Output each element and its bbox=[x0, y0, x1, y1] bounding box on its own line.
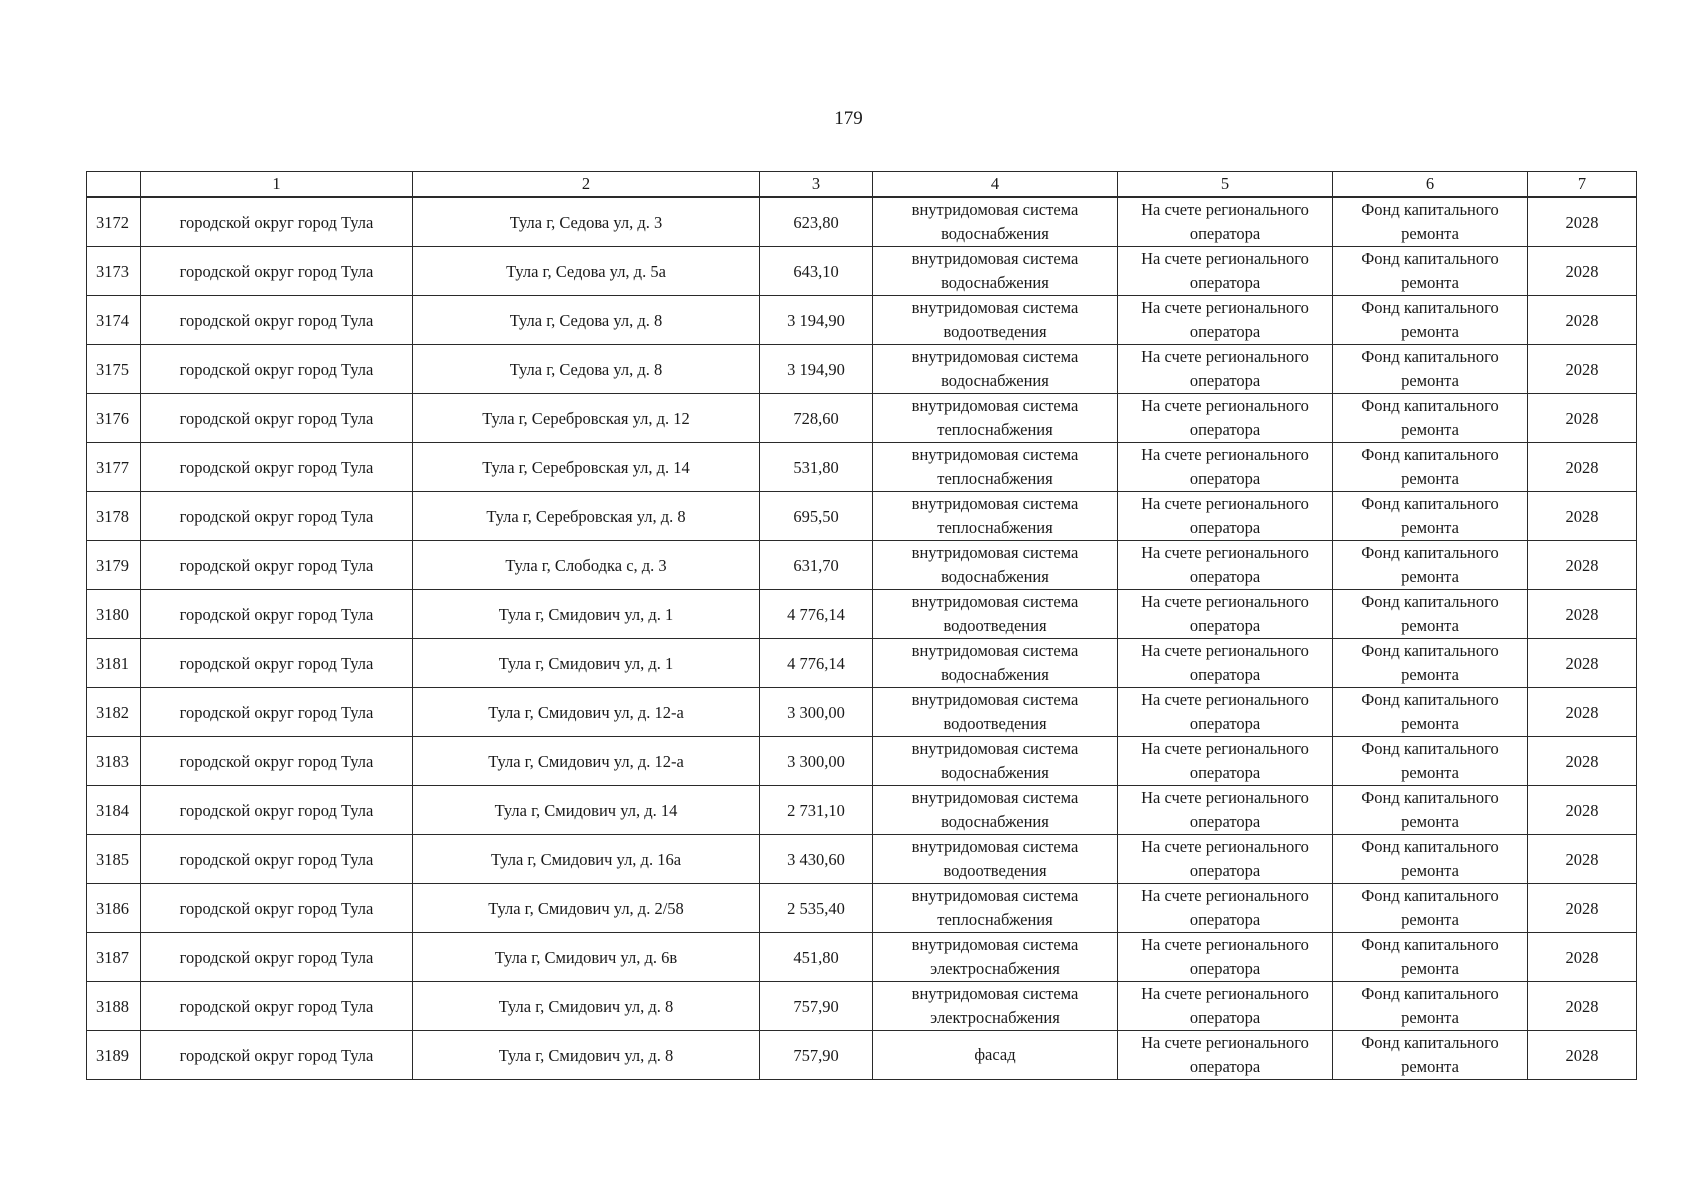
row-number: 3172 bbox=[87, 197, 141, 247]
address-cell: Тула г, Смидович ул, д. 8 bbox=[413, 1031, 760, 1080]
address-cell: Тула г, Смидович ул, д. 8 bbox=[413, 982, 760, 1031]
area-cell: 2 731,10 bbox=[760, 786, 873, 835]
municipality-cell: городской округ город Тула bbox=[141, 492, 413, 541]
system-line-1: внутридомовая система bbox=[911, 641, 1079, 660]
system-cell bbox=[873, 835, 1118, 884]
fund-cell bbox=[1118, 982, 1333, 1031]
year-cell: 2028 bbox=[1528, 296, 1637, 345]
source-cell bbox=[1333, 394, 1528, 443]
table-row bbox=[87, 197, 1637, 247]
area-cell: 3 194,90 bbox=[760, 296, 873, 345]
address-cell: Тула г, Смидович ул, д. 12-а bbox=[413, 737, 760, 786]
row-number: 3180 bbox=[87, 590, 141, 639]
source-line-2: ремонта bbox=[1401, 616, 1459, 635]
year-cell: 2028 bbox=[1528, 835, 1637, 884]
source-line-1: Фонд капитального bbox=[1361, 886, 1499, 905]
source-cell bbox=[1333, 296, 1528, 345]
fund-line-2: оператора bbox=[1189, 812, 1261, 831]
fund-line-1: На счете регионального bbox=[1141, 739, 1309, 758]
system-line-2: теплоснабжения bbox=[937, 518, 1053, 537]
fund-line-1: На счете регионального bbox=[1141, 494, 1309, 513]
fund-line-2: оператора bbox=[1189, 420, 1261, 439]
table-row bbox=[87, 345, 1637, 394]
fund-line-1: На счете регионального bbox=[1141, 788, 1309, 807]
fund-line-2: оператора bbox=[1189, 371, 1261, 390]
source-line-2: ремонта bbox=[1401, 714, 1459, 733]
row-number: 3183 bbox=[87, 737, 141, 786]
table-row bbox=[87, 1031, 1637, 1080]
fund-cell bbox=[1118, 688, 1333, 737]
address-cell: Тула г, Седова ул, д. 5а bbox=[413, 247, 760, 296]
table-row bbox=[87, 786, 1637, 835]
fund-line-1: На счете регионального bbox=[1141, 592, 1309, 611]
municipality-cell: городской округ город Тула bbox=[141, 835, 413, 884]
source-line-1: Фонд капитального bbox=[1361, 788, 1499, 807]
municipality-cell: городской округ город Тула bbox=[141, 247, 413, 296]
source-line-2: ремонта bbox=[1401, 910, 1459, 929]
row-number: 3187 bbox=[87, 933, 141, 982]
area-cell: 728,60 bbox=[760, 394, 873, 443]
source-line-1: Фонд капитального bbox=[1361, 739, 1499, 758]
table-row bbox=[87, 443, 1637, 492]
fund-line-2: оператора bbox=[1189, 224, 1261, 243]
row-number: 3173 bbox=[87, 247, 141, 296]
address-cell: Тула г, Смидович ул, д. 1 bbox=[413, 639, 760, 688]
fund-line-1: На счете регионального bbox=[1141, 200, 1309, 219]
municipality-cell: городской округ город Тула bbox=[141, 933, 413, 982]
fund-line-2: оператора bbox=[1189, 910, 1261, 929]
area-cell: 3 194,90 bbox=[760, 345, 873, 394]
address-cell: Тула г, Серебровская ул, д. 8 bbox=[413, 492, 760, 541]
system-line-2: водоснабжения bbox=[941, 763, 1049, 782]
source-line-1: Фонд капитального bbox=[1361, 984, 1499, 1003]
address-cell: Тула г, Смидович ул, д. 6в bbox=[413, 933, 760, 982]
source-line-1: Фонд капитального bbox=[1361, 837, 1499, 856]
row-number: 3181 bbox=[87, 639, 141, 688]
header-cell: 5 bbox=[1118, 172, 1333, 198]
system-cell bbox=[873, 884, 1118, 933]
year-cell: 2028 bbox=[1528, 688, 1637, 737]
system-line-1: внутридомовая система bbox=[911, 739, 1079, 758]
system-line-1: фасад bbox=[974, 1045, 1016, 1064]
fund-cell bbox=[1118, 933, 1333, 982]
row-number: 3186 bbox=[87, 884, 141, 933]
system-cell bbox=[873, 590, 1118, 639]
municipality-cell: городской округ город Тула bbox=[141, 737, 413, 786]
table-row bbox=[87, 933, 1637, 982]
system-line-2: водоотведения bbox=[943, 322, 1047, 341]
fund-line-1: На счете регионального bbox=[1141, 298, 1309, 317]
system-cell bbox=[873, 443, 1118, 492]
area-cell: 2 535,40 bbox=[760, 884, 873, 933]
fund-line-1: На счете регионального bbox=[1141, 641, 1309, 660]
system-line-1: внутридомовая система bbox=[911, 347, 1079, 366]
system-cell bbox=[873, 541, 1118, 590]
header-cell: 7 bbox=[1528, 172, 1637, 198]
system-line-1: внутридомовая система bbox=[911, 543, 1079, 562]
source-line-2: ремонта bbox=[1401, 469, 1459, 488]
fund-cell bbox=[1118, 443, 1333, 492]
source-cell bbox=[1333, 786, 1528, 835]
source-line-1: Фонд капитального bbox=[1361, 543, 1499, 562]
source-line-1: Фонд капитального bbox=[1361, 347, 1499, 366]
header-cell: 6 bbox=[1333, 172, 1528, 198]
source-cell bbox=[1333, 688, 1528, 737]
fund-line-1: На счете регионального bbox=[1141, 935, 1309, 954]
municipality-cell: городской округ город Тула bbox=[141, 394, 413, 443]
system-line-2: теплоснабжения bbox=[937, 420, 1053, 439]
system-cell bbox=[873, 639, 1118, 688]
table-row bbox=[87, 835, 1637, 884]
area-cell: 643,10 bbox=[760, 247, 873, 296]
header-cell-blank bbox=[87, 172, 141, 198]
fund-cell bbox=[1118, 835, 1333, 884]
source-line-2: ремонта bbox=[1401, 567, 1459, 586]
fund-line-2: оператора bbox=[1189, 763, 1261, 782]
source-cell bbox=[1333, 1031, 1528, 1080]
fund-line-2: оператора bbox=[1189, 469, 1261, 488]
source-line-2: ремонта bbox=[1401, 224, 1459, 243]
table-row bbox=[87, 590, 1637, 639]
source-line-1: Фонд капитального bbox=[1361, 592, 1499, 611]
system-cell bbox=[873, 982, 1118, 1031]
source-line-1: Фонд капитального bbox=[1361, 935, 1499, 954]
source-cell bbox=[1333, 884, 1528, 933]
table-row bbox=[87, 737, 1637, 786]
fund-line-1: На счете регионального bbox=[1141, 984, 1309, 1003]
source-cell bbox=[1333, 982, 1528, 1031]
address-cell: Тула г, Слободка с, д. 3 bbox=[413, 541, 760, 590]
source-line-1: Фонд капитального bbox=[1361, 396, 1499, 415]
fund-line-1: На счете регионального bbox=[1141, 837, 1309, 856]
system-line-2: водоснабжения bbox=[941, 273, 1049, 292]
area-cell: 3 300,00 bbox=[760, 737, 873, 786]
system-line-1: внутридомовая система bbox=[911, 837, 1079, 856]
address-cell: Тула г, Смидович ул, д. 16а bbox=[413, 835, 760, 884]
source-cell bbox=[1333, 835, 1528, 884]
source-line-2: ремонта bbox=[1401, 420, 1459, 439]
table-header bbox=[87, 172, 1637, 198]
municipality-cell: городской округ город Тула bbox=[141, 443, 413, 492]
table-row bbox=[87, 639, 1637, 688]
table-row bbox=[87, 394, 1637, 443]
area-cell: 757,90 bbox=[760, 1031, 873, 1080]
area-cell: 695,50 bbox=[760, 492, 873, 541]
system-line-2: электроснабжения bbox=[930, 959, 1060, 978]
source-line-2: ремонта bbox=[1401, 518, 1459, 537]
system-cell bbox=[873, 1031, 1118, 1080]
system-line-2: водоснабжения bbox=[941, 812, 1049, 831]
system-line-1: внутридомовая система bbox=[911, 200, 1079, 219]
fund-cell bbox=[1118, 345, 1333, 394]
area-cell: 4 776,14 bbox=[760, 590, 873, 639]
source-cell bbox=[1333, 541, 1528, 590]
year-cell: 2028 bbox=[1528, 590, 1637, 639]
table-row bbox=[87, 688, 1637, 737]
fund-line-2: оператора bbox=[1189, 616, 1261, 635]
system-cell bbox=[873, 737, 1118, 786]
row-number: 3178 bbox=[87, 492, 141, 541]
row-number: 3182 bbox=[87, 688, 141, 737]
system-cell bbox=[873, 345, 1118, 394]
source-line-2: ремонта bbox=[1401, 273, 1459, 292]
source-line-2: ремонта bbox=[1401, 1057, 1459, 1076]
system-line-1: внутридомовая система bbox=[911, 396, 1079, 415]
table-row bbox=[87, 492, 1637, 541]
system-line-1: внутридомовая система bbox=[911, 494, 1079, 513]
header-cell: 2 bbox=[413, 172, 760, 198]
area-cell: 3 430,60 bbox=[760, 835, 873, 884]
system-line-2: теплоснабжения bbox=[937, 910, 1053, 929]
system-cell bbox=[873, 296, 1118, 345]
source-line-1: Фонд капитального bbox=[1361, 200, 1499, 219]
municipality-cell: городской округ город Тула bbox=[141, 296, 413, 345]
address-cell: Тула г, Смидович ул, д. 2/58 bbox=[413, 884, 760, 933]
year-cell: 2028 bbox=[1528, 492, 1637, 541]
area-cell: 451,80 bbox=[760, 933, 873, 982]
municipality-cell: городской округ город Тула bbox=[141, 639, 413, 688]
municipality-cell: городской округ город Тула bbox=[141, 786, 413, 835]
system-cell bbox=[873, 786, 1118, 835]
source-cell bbox=[1333, 345, 1528, 394]
header-cell: 1 bbox=[141, 172, 413, 198]
fund-line-2: оператора bbox=[1189, 322, 1261, 341]
table-row bbox=[87, 982, 1637, 1031]
year-cell: 2028 bbox=[1528, 1031, 1637, 1080]
system-line-1: внутридомовая система bbox=[911, 788, 1079, 807]
fund-line-2: оператора bbox=[1189, 273, 1261, 292]
capital-repair-table bbox=[86, 171, 1637, 1080]
area-cell: 623,80 bbox=[760, 197, 873, 247]
row-number: 3179 bbox=[87, 541, 141, 590]
area-cell: 4 776,14 bbox=[760, 639, 873, 688]
fund-line-1: На счете регионального bbox=[1141, 347, 1309, 366]
fund-cell bbox=[1118, 737, 1333, 786]
area-cell: 531,80 bbox=[760, 443, 873, 492]
fund-line-2: оператора bbox=[1189, 714, 1261, 733]
source-cell bbox=[1333, 197, 1528, 247]
municipality-cell: городской округ город Тула bbox=[141, 541, 413, 590]
fund-line-1: На счете регионального bbox=[1141, 445, 1309, 464]
table-row bbox=[87, 296, 1637, 345]
address-cell: Тула г, Серебровская ул, д. 14 bbox=[413, 443, 760, 492]
source-line-1: Фонд капитального bbox=[1361, 641, 1499, 660]
address-cell: Тула г, Смидович ул, д. 12-а bbox=[413, 688, 760, 737]
system-cell bbox=[873, 933, 1118, 982]
address-cell: Тула г, Седова ул, д. 8 bbox=[413, 296, 760, 345]
source-line-1: Фонд капитального bbox=[1361, 249, 1499, 268]
source-cell bbox=[1333, 443, 1528, 492]
year-cell: 2028 bbox=[1528, 884, 1637, 933]
system-line-1: внутридомовая система bbox=[911, 984, 1079, 1003]
row-number: 3184 bbox=[87, 786, 141, 835]
row-number: 3176 bbox=[87, 394, 141, 443]
fund-cell bbox=[1118, 394, 1333, 443]
fund-cell bbox=[1118, 786, 1333, 835]
area-cell: 757,90 bbox=[760, 982, 873, 1031]
header-row bbox=[87, 172, 1637, 198]
source-line-1: Фонд капитального bbox=[1361, 298, 1499, 317]
municipality-cell: городской округ город Тула bbox=[141, 1031, 413, 1080]
system-line-2: водоснабжения bbox=[941, 567, 1049, 586]
system-line-2: водоотведения bbox=[943, 861, 1047, 880]
system-cell bbox=[873, 688, 1118, 737]
fund-cell bbox=[1118, 884, 1333, 933]
fund-line-2: оператора bbox=[1189, 567, 1261, 586]
fund-line-1: На счете регионального bbox=[1141, 1033, 1309, 1052]
system-line-1: внутридомовая система bbox=[911, 935, 1079, 954]
source-cell bbox=[1333, 639, 1528, 688]
fund-cell bbox=[1118, 247, 1333, 296]
system-line-1: внутридомовая система bbox=[911, 298, 1079, 317]
fund-cell bbox=[1118, 639, 1333, 688]
row-number: 3185 bbox=[87, 835, 141, 884]
system-cell bbox=[873, 492, 1118, 541]
page-number: 179 bbox=[834, 108, 863, 129]
system-line-1: внутридомовая система bbox=[911, 690, 1079, 709]
source-cell bbox=[1333, 590, 1528, 639]
fund-cell bbox=[1118, 541, 1333, 590]
fund-line-2: оператора bbox=[1189, 1057, 1261, 1076]
fund-cell bbox=[1118, 1031, 1333, 1080]
fund-line-2: оператора bbox=[1189, 1008, 1261, 1027]
year-cell: 2028 bbox=[1528, 541, 1637, 590]
fund-cell bbox=[1118, 197, 1333, 247]
municipality-cell: городской округ город Тула bbox=[141, 345, 413, 394]
year-cell: 2028 bbox=[1528, 982, 1637, 1031]
year-cell: 2028 bbox=[1528, 737, 1637, 786]
fund-cell bbox=[1118, 492, 1333, 541]
system-line-2: водоснабжения bbox=[941, 224, 1049, 243]
area-cell: 3 300,00 bbox=[760, 688, 873, 737]
fund-line-1: На счете регионального bbox=[1141, 249, 1309, 268]
system-line-2: водоотведения bbox=[943, 616, 1047, 635]
year-cell: 2028 bbox=[1528, 247, 1637, 296]
header-cell: 3 bbox=[760, 172, 873, 198]
address-cell: Тула г, Смидович ул, д. 1 bbox=[413, 590, 760, 639]
source-line-2: ремонта bbox=[1401, 861, 1459, 880]
municipality-cell: городской округ город Тула bbox=[141, 982, 413, 1031]
municipality-cell: городской округ город Тула bbox=[141, 688, 413, 737]
system-line-2: водоснабжения bbox=[941, 665, 1049, 684]
year-cell: 2028 bbox=[1528, 443, 1637, 492]
year-cell: 2028 bbox=[1528, 786, 1637, 835]
system-line-1: внутридомовая система bbox=[911, 249, 1079, 268]
source-line-1: Фонд капитального bbox=[1361, 494, 1499, 513]
system-cell bbox=[873, 247, 1118, 296]
system-line-2: электроснабжения bbox=[930, 1008, 1060, 1027]
fund-line-2: оператора bbox=[1189, 959, 1261, 978]
system-line-2: теплоснабжения bbox=[937, 469, 1053, 488]
address-cell: Тула г, Седова ул, д. 3 bbox=[413, 197, 760, 247]
system-line-2: водоснабжения bbox=[941, 371, 1049, 390]
system-cell bbox=[873, 394, 1118, 443]
source-line-2: ремонта bbox=[1401, 763, 1459, 782]
source-line-2: ремонта bbox=[1401, 812, 1459, 831]
row-number: 3174 bbox=[87, 296, 141, 345]
table-row bbox=[87, 247, 1637, 296]
source-line-2: ремонта bbox=[1401, 322, 1459, 341]
system-line-2: водоотведения bbox=[943, 714, 1047, 733]
fund-line-1: На счете регионального bbox=[1141, 543, 1309, 562]
year-cell: 2028 bbox=[1528, 345, 1637, 394]
fund-cell bbox=[1118, 590, 1333, 639]
municipality-cell: городской округ город Тула bbox=[141, 590, 413, 639]
fund-line-1: На счете регионального bbox=[1141, 886, 1309, 905]
fund-line-2: оператора bbox=[1189, 518, 1261, 537]
fund-line-1: На счете регионального bbox=[1141, 396, 1309, 415]
system-line-1: внутридомовая система bbox=[911, 886, 1079, 905]
area-cell: 631,70 bbox=[760, 541, 873, 590]
year-cell: 2028 bbox=[1528, 639, 1637, 688]
fund-line-1: На счете регионального bbox=[1141, 690, 1309, 709]
row-number: 3189 bbox=[87, 1031, 141, 1080]
municipality-cell: городской округ город Тула bbox=[141, 884, 413, 933]
row-number: 3177 bbox=[87, 443, 141, 492]
source-cell bbox=[1333, 933, 1528, 982]
source-cell bbox=[1333, 247, 1528, 296]
address-cell: Тула г, Серебровская ул, д. 12 bbox=[413, 394, 760, 443]
source-cell bbox=[1333, 492, 1528, 541]
table-body bbox=[87, 197, 1637, 1080]
header-cell: 4 bbox=[873, 172, 1118, 198]
source-line-2: ремонта bbox=[1401, 371, 1459, 390]
year-cell: 2028 bbox=[1528, 197, 1637, 247]
table-row bbox=[87, 541, 1637, 590]
address-cell: Тула г, Седова ул, д. 8 bbox=[413, 345, 760, 394]
year-cell: 2028 bbox=[1528, 394, 1637, 443]
system-line-1: внутридомовая система bbox=[911, 445, 1079, 464]
source-cell bbox=[1333, 737, 1528, 786]
fund-cell bbox=[1118, 296, 1333, 345]
fund-line-2: оператора bbox=[1189, 861, 1261, 880]
table-row bbox=[87, 884, 1637, 933]
row-number: 3175 bbox=[87, 345, 141, 394]
source-line-1: Фонд капитального bbox=[1361, 445, 1499, 464]
fund-line-2: оператора bbox=[1189, 665, 1261, 684]
system-line-1: внутридомовая система bbox=[911, 592, 1079, 611]
system-cell bbox=[873, 197, 1118, 247]
source-line-2: ремонта bbox=[1401, 665, 1459, 684]
source-line-2: ремонта bbox=[1401, 1008, 1459, 1027]
row-number: 3188 bbox=[87, 982, 141, 1031]
year-cell: 2028 bbox=[1528, 933, 1637, 982]
source-line-2: ремонта bbox=[1401, 959, 1459, 978]
source-line-1: Фонд капитального bbox=[1361, 1033, 1499, 1052]
address-cell: Тула г, Смидович ул, д. 14 bbox=[413, 786, 760, 835]
municipality-cell: городской округ город Тула bbox=[141, 197, 413, 247]
source-line-1: Фонд капитального bbox=[1361, 690, 1499, 709]
